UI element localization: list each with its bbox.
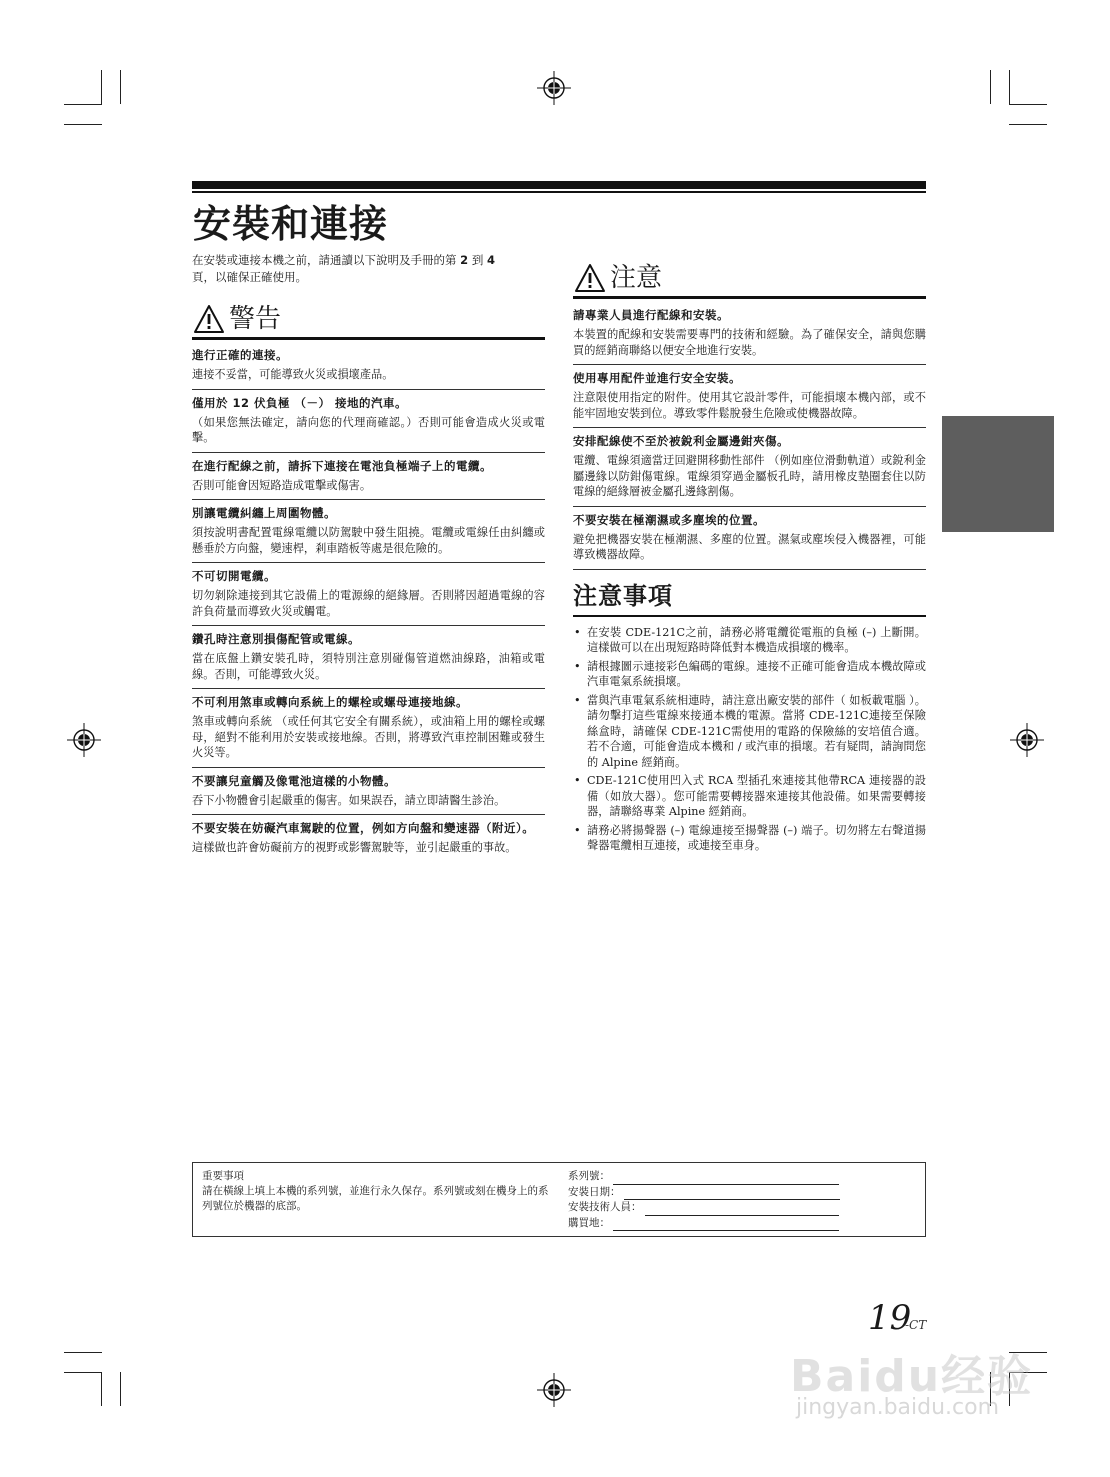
field-line[interactable] bbox=[613, 1173, 839, 1185]
crop-mark bbox=[64, 124, 102, 125]
caution-item-body: 避免把機器安裝在極潮濕、多塵的位置。濕氣或塵埃侵入機器裡，可能導致機器故障。 bbox=[573, 532, 926, 561]
serial-number-field[interactable] bbox=[568, 1169, 840, 1185]
registration-mark-icon bbox=[537, 71, 571, 105]
caution-item bbox=[573, 365, 926, 428]
warning-item bbox=[192, 453, 545, 501]
warning-item bbox=[192, 768, 545, 816]
warning-item-body: （如果您無法確定，請向您的代理商確認。）否則可能會造成火災或電擊。 bbox=[192, 415, 545, 444]
warning-item-title: 不可切開電纜。 bbox=[192, 569, 276, 583]
caution-item-title: 不要安裝在極潮濕或多塵埃的位置。 bbox=[573, 512, 765, 527]
field-line[interactable] bbox=[624, 1188, 840, 1200]
warning-item-body: 當在底盤上鑽安裝孔時，須特別注意別碰傷管道燃油線路，油箱或電線。否則，可能導致火災。 bbox=[192, 652, 545, 681]
notes-item: • 在安裝 CDE-121C之前，請務必將電纜從電瓶的負極 (–) 上斷開。這樣做可以在出現短路時降低對本機造成損壞的機率。 bbox=[573, 625, 926, 656]
caution-item bbox=[573, 428, 926, 507]
warning-item-title: 不可利用煞車或轉向系統上的螺栓或螺母連接地線。 bbox=[192, 695, 468, 709]
warning-item bbox=[192, 563, 545, 626]
page-suffix: -CT bbox=[905, 1318, 927, 1332]
installer-field[interactable] bbox=[568, 1200, 840, 1216]
caution-item bbox=[573, 302, 926, 365]
registration-info-box bbox=[192, 1162, 926, 1237]
warning-item-body: 切勿剝除連接到其它設備上的電源線的絕緣層。否則將因超過電線的容許負荷量而導致火災或觸電。 bbox=[192, 589, 545, 618]
warning-triangle-icon bbox=[193, 304, 225, 334]
info-fields bbox=[568, 1169, 840, 1231]
registration-mark-icon bbox=[67, 723, 101, 757]
field-label: 購買地： bbox=[568, 1216, 610, 1229]
field-label: 安裝技術人員： bbox=[568, 1201, 642, 1213]
warning-list bbox=[192, 342, 545, 862]
crop-mark bbox=[64, 104, 102, 105]
warning-item-body: 須按說明書配置電線電纜以防駕駛中發生阻撓。電纜或電線任由糾纏或懸垂於方向盤，變速桿，剎車踏板等處是很危險的。 bbox=[192, 526, 545, 555]
caution-heading-text: 注意 bbox=[610, 263, 663, 293]
intro-text: 頁，以確保正確使用。 bbox=[192, 270, 307, 284]
crop-mark bbox=[1009, 104, 1047, 105]
intro-page-end: 4 bbox=[486, 253, 495, 267]
page-title: 安裝和連接 bbox=[193, 202, 389, 246]
caution-item-title: 安排配線使不至於被銳利金屬邊鉗夾傷。 bbox=[573, 434, 789, 448]
crop-mark bbox=[64, 1352, 102, 1353]
intro-page-start: 2 bbox=[460, 253, 469, 267]
section-tab bbox=[942, 416, 1054, 532]
title-rule bbox=[192, 181, 926, 189]
caution-item-body: 電纜、電線須適當迂回避開移動性部件 （例如座位滑動軌道）或銳利金屬邊緣以防鉗傷電線。電線須穿過金屬板孔時，請用橡皮墊圈套住以防電線的絕緣層被金屬孔邊緣割傷。 bbox=[573, 454, 926, 498]
warning-rule bbox=[192, 337, 545, 340]
warning-item-body: 否則可能會因短路造成電擊或傷害。 bbox=[192, 478, 372, 492]
warning-item-title: 鑽孔時注意別損傷配管或電線。 bbox=[192, 632, 360, 646]
crop-mark bbox=[1009, 124, 1047, 125]
warning-item-body: 煞車或轉向系統 （或任何其它安全有關系統），或油箱上用的螺栓或螺母，絕對不能利用於安裝或接地線。否則，將導致汽車控制困難或發生火災等。 bbox=[192, 715, 545, 759]
crop-mark bbox=[1009, 70, 1010, 104]
field-label: 系列號： bbox=[568, 1170, 610, 1182]
notes-item: • CDE-121C使用凹入式 RCA 型插孔來連接其他帶RCA 連接器的設備（如放大器）。您可能需要轉接器來連接其他設備。如果需要轉接器，請聯絡專業 Alpine 經銷商。 bbox=[573, 773, 926, 820]
warning-heading bbox=[193, 304, 281, 334]
watermark-logo: Baidu经验 bbox=[790, 1351, 1034, 1402]
intro-paragraph bbox=[192, 252, 542, 286]
field-line[interactable] bbox=[645, 1204, 839, 1216]
install-date-field[interactable] bbox=[568, 1185, 840, 1201]
notes-item: • 請根據圖示連接彩色編碼的電線。連接不正確可能會造成本機故障或汽車電氣系統損壞。 bbox=[573, 659, 926, 690]
caution-item-body: 本裝置的配線和安裝需要專門的技術和經驗。為了確保安全，請與您購買的經銷商聯絡以便安全地進行安裝。 bbox=[573, 328, 926, 357]
purchase-place-field[interactable] bbox=[568, 1216, 840, 1232]
notes-list bbox=[573, 625, 926, 854]
info-title: 重要事項 bbox=[202, 1170, 244, 1182]
warning-item-title: 在進行配線之前，請拆下連接在電池負極端子上的電纜。 bbox=[192, 458, 492, 473]
warning-item-title: 進行正確的連接。 bbox=[192, 348, 288, 362]
info-text: 請在橫線上填上本機的系列號，並進行永久保存。系列號或刻在機身上的系列號位於機器的底部。 bbox=[202, 1185, 549, 1212]
field-line[interactable] bbox=[613, 1219, 839, 1231]
crop-mark bbox=[64, 1372, 102, 1373]
crop-mark bbox=[101, 70, 102, 104]
warning-item bbox=[192, 500, 545, 563]
crop-mark bbox=[990, 70, 991, 104]
caution-item-body: 注意限使用指定的附件。使用其它設計零件，可能損壞本機內部，或不能牢固地安裝到位。導致零件鬆脫發生危險或使機器故障。 bbox=[573, 391, 926, 420]
intro-text: 在安裝或連接本機之前，請通讀以下說明及手冊的第 bbox=[192, 253, 461, 267]
warning-heading-text: 警告 bbox=[229, 304, 282, 334]
caution-heading bbox=[574, 263, 662, 293]
warning-item bbox=[192, 626, 545, 689]
warning-item bbox=[192, 342, 545, 390]
caution-list bbox=[573, 302, 926, 857]
registration-mark-icon bbox=[1010, 723, 1044, 757]
caution-item bbox=[573, 507, 926, 570]
watermark-url: jingyan.baidu.com bbox=[796, 1395, 1000, 1420]
caution-item-title: 使用專用配件並進行安全安裝。 bbox=[573, 371, 741, 385]
crop-mark bbox=[120, 70, 121, 104]
warning-item-title: 僅用於 12 伏負極 （－） 接地的汽車。 bbox=[192, 395, 408, 410]
intro-text: 到 bbox=[468, 253, 487, 267]
caution-item-title: 請專業人員進行配線和安裝。 bbox=[573, 308, 729, 322]
crop-mark bbox=[101, 1372, 102, 1406]
notes-item: • 當與汽車電氣系統相連時，請注意出廠安裝的部件（ 如板載電腦 ）。請勿擊打這些電線來接通本機的電源。當將 CDE-121C連接至保險絲盒時，請確保 CDE-121C需使用的電路的保險絲的安培值合適。若不合適，可能會造成本機和 / 或汽車的損壞。若有疑問，請詢問您的 Alpine 經銷商。 bbox=[573, 693, 926, 771]
notes-heading: 注意事項 bbox=[573, 581, 673, 610]
warning-item-body: 吞下小物體會引起嚴重的傷害。如果誤吞，請立即請醫生診治。 bbox=[192, 793, 506, 807]
warning-item bbox=[192, 815, 545, 862]
caution-rule bbox=[573, 296, 926, 299]
info-text-block bbox=[202, 1169, 552, 1214]
crop-mark bbox=[120, 1372, 121, 1406]
warning-item-title: 不要讓兒童觸及像電池這樣的小物體。 bbox=[192, 773, 396, 788]
warning-item-title: 不要安裝在妨礙汽車駕駛的位置，例如方向盤和變速器（附近）。 bbox=[192, 821, 535, 835]
warning-item-body: 這樣做也許會妨礙前方的視野或影響駕駛等，並引起嚴重的事故。 bbox=[192, 841, 517, 854]
notes-item: • 請務必將揚聲器 (–) 電線連接至揚聲器 (–) 端子。切勿將左右聲道揚聲器電纜相互連接，或連接至車身。 bbox=[573, 823, 926, 854]
warning-item bbox=[192, 689, 545, 768]
notes-rule bbox=[573, 615, 926, 617]
warning-item bbox=[192, 390, 545, 453]
warning-item-body: 連接不妥當，可能導致火災或損壞產品。 bbox=[192, 368, 394, 381]
warning-item-title: 別讓電纜糾纏上周圍物體。 bbox=[192, 506, 336, 520]
field-label: 安裝日期： bbox=[568, 1185, 621, 1198]
warning-triangle-icon bbox=[574, 263, 606, 293]
page-number: 19 bbox=[868, 1298, 912, 1338]
registration-mark-icon bbox=[537, 1373, 571, 1407]
